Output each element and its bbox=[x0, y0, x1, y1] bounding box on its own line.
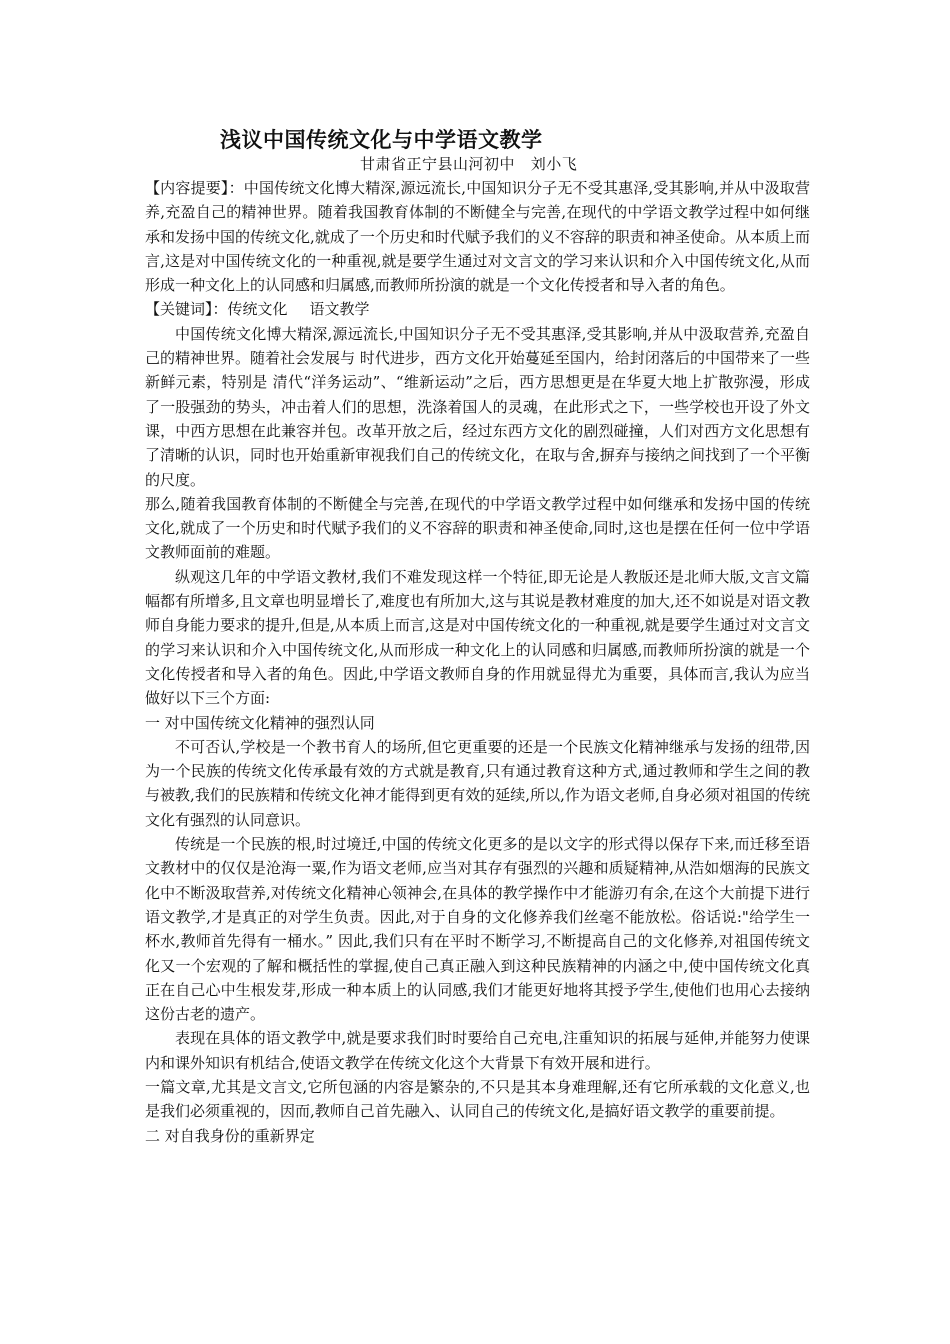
body-paragraph: 那么,随着我国教育体制的不断健全与完善,在现代的中学语文教学过程中如何继承和发扬中国的传统文化,就成了一个历史和时代赋予我们的义不容辞的职责和神圣使命,同时,这也是摆在任何一位中学语文教师面前的难题。 bbox=[145, 494, 810, 562]
body-paragraph: 纵观这几年的中学语文教材,我们不难发现这样一个特征,即无论是人教版还是北师大版,文言文篇幅都有所增多,且文章也明显增长了,难度也有所加大,这与其说是教材难度的加大,还不如说是对语文教师自身能力要求的提升,但是,从本质上而言,这是对中国传统文化的一种重视,就是要学生通过对文言文的学习来认识和介入中国传统文化,从而形成一种文化上的认同感和归属感,而教师所扮演的就是一个文化传授者和导入者的角色。因此,中学语文教师自身的作用就显得尤为重要，具体而言,我认为应当做好以下三个方面: bbox=[145, 567, 810, 708]
author-line: 甘肃省正宁县山河初中 刘小飞 bbox=[360, 155, 578, 173]
abstract-text: 中国传统文化博大精深,源远流长,中国知识分子无不受其惠泽,受其影响,并从中汲取营养,充盈自己的精神世界。随着我国教育体制的不断健全与完善,在现代的中学语文教学过程中如何继承和发扬中国的传统文化,就成了一个历史和时代赋予我们的义不容辞的职责和神圣使命。从本质上而言,这是对中国传统文化的一种重视,就是要学生通过对文言文的学习来认识和介入中国传统文化,从而形成一种文化上的认同感和归属感,而教师所扮演的就是一个文化传授者和导入者的角色。 bbox=[145, 179, 810, 295]
body-paragraph: 传统是一个民族的根,时过境迁,中国的传统文化更多的是以文字的形式得以保存下来,而迁移至语文教材中的仅仅是沧海一粟,作为语文老师,应当对其存有强烈的兴趣和质疑精神,从浩如烟海的民族文化中不断汲取营养,对传统文化精神心领神会,在具体的教学操作中才能游刃有余,在这个大前提下进行语文教学,才是真正的对学生负责。因此,对于自身的文化修养我们丝毫不能放松。俗话说:"给学生一杯水,教师首先得有一桶水。” 因此,我们只有在平时不断学习,不断提高自己的文化修养,对祖国传统文化又一个宏观的了解和概括性的掌握,使自己真正融入到这种民族精神的内涵之中,使中国传统文化真正在自己心中生根发芽,形成一种本质上的认同感,我们才能更好地将其授予学生,使他们也用心去接纳这份古老的遗产。 bbox=[145, 835, 810, 1024]
body-paragraph: 表现在具体的语文教学中,就是要求我们时时要给自己充电,注重知识的拓展与延伸,并能努力使课内和课外知识有机结合,使语文教学在传统文化这个大背景下有效开展和进行。 bbox=[145, 1029, 810, 1072]
abstract-label: 【内容提要】： bbox=[145, 179, 244, 197]
section-heading: 二 对自我身份的重新界定 bbox=[145, 1126, 315, 1145]
document-body bbox=[145, 176, 810, 1148]
body-paragraph: 一篇文章,尤其是文言文,它所包涵的内容是繁杂的,不只是其本身难理解,还有它所承载的文化意义,也是我们必须重视的，因而,教师自己首先融入、认同自己的传统文化,是搞好语文教学的重要前提。 bbox=[145, 1077, 810, 1121]
abstract-paragraph bbox=[145, 176, 810, 297]
body-paragraph: 不可否认,学校是一个教书育人的场所,但它更重要的还是一个民族文化精神继承与发扬的纽带,因为一个民族的传统文化传承最有效的方式就是教育,只有通过教育这种方式,通过教师和学生之间的教与被教,我们的民族精和传统文化神才能得到更有效的延续,所以,作为语文老师,自身必须对祖国的传统文化有强烈的认同意识。 bbox=[145, 737, 810, 829]
keyword-item: 语文教学 bbox=[309, 300, 370, 319]
document-title: 浅议中国传统文化与中学语文教学 bbox=[220, 128, 543, 152]
body-paragraph: 中国传统文化博大精深,源远流长,中国知识分子无不受其惠泽,受其影响,并从中汲取营养,充盈自己的精神世界。随着社会发展与 时代进步，西方文化开始蔓延至国内，给封闭落后的中国带来了一些新鲜元素，特别是 清代“洋务运动”、“维新运动”之后，西方思想更是在华夏大地上扩散弥漫，形成了一股强劲的势头，冲击着人们的思想，洗涤着国人的灵魂，在此形式之下，一些学校也开设了外文课，中西方思想在此兼容并包。改革开放之后，经过东西方文化的剧烈碰撞，人们对西方文化思想有了清晰的认识，同时也开始重新审视我们自己的传统文化，在取与舍,摒弃与接纳之间找到了一个平衡的尺度。 bbox=[145, 324, 810, 489]
section-heading: 一 对中国传统文化精神的强烈认同 bbox=[145, 713, 375, 732]
keyword-item: 传统文化 bbox=[227, 300, 288, 319]
keywords-line bbox=[145, 297, 810, 321]
keywords-label: 【关键词】： bbox=[145, 300, 228, 319]
